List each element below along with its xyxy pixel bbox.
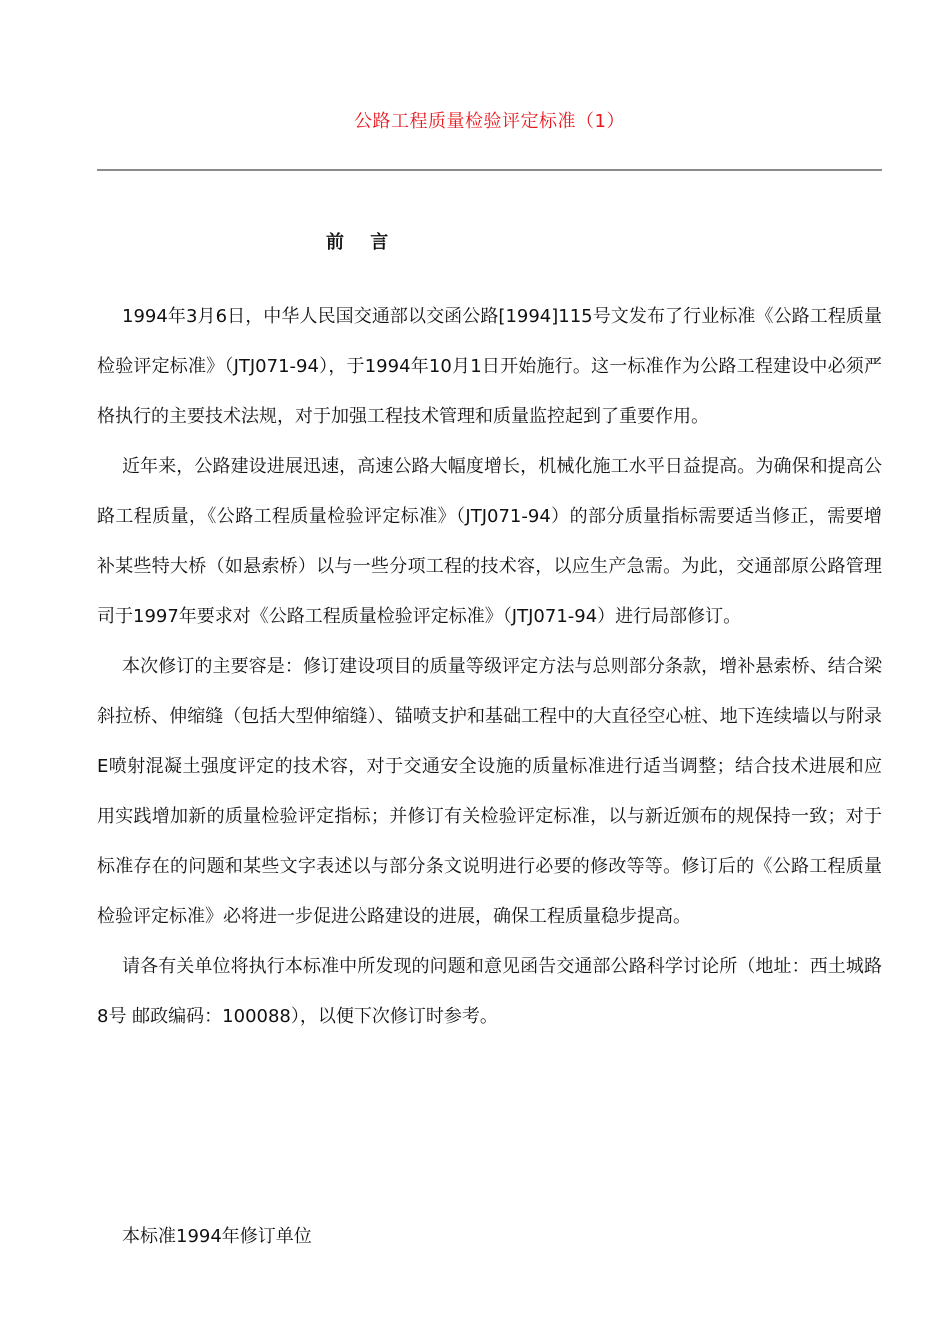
paragraph-2: 近年来，公路建设进展迅速，高速公路大幅度增长，机械化施工水平日益提高。为确保和提高公路工程质量，《公路工程质量检验评定标准》（JTJ071-94）的部分质量指标需要适当修正，需要增补某些特大桥（如悬索桥）以与一些分项工程的技术容，以应生产急需。为此，交通部原公路管理司于1997年要求对《公路工程质量检验评定标准》（JTJ071-94）进行局部修订。	[97, 456, 882, 627]
revision-unit-line: 本标准1994年修订单位	[122, 1226, 312, 1247]
header-divider	[97, 169, 882, 171]
section-heading-preface: 前 言	[326, 232, 399, 253]
paragraph-4: 请各有关单位将执行本标准中所发现的问题和意见函告交通部公路科学讨论所（地址：西土城路8号 邮政编码：100088），以便下次修订时参考。	[97, 956, 882, 1027]
document-header-title: 公路工程质量检验评定标准（1）	[354, 111, 625, 132]
paragraph-1: 1994年3月6日，中华人民国交通部以交函公路[1994]115号文发布了行业标准《公路工程质量检验评定标准》（JTJ071-94），于1994年10月1日开始施行。这一标准作为公路工程建设中必须严格执行的主要技术法规，对于加强工程技术管理和质量监控起到了重要作用。	[97, 306, 882, 427]
paragraph-3: 本次修订的主要容是：修订建设项目的质量等级评定方法与总则部分条款，增补悬索桥、结合梁斜拉桥、伸缩缝（包括大型伸缩缝）、锚喷支护和基础工程中的大直径空心桩、地下连续墙以与附录E喷射混凝土强度评定的技术容，对于交通安全设施的质量标准进行适当调整；结合技术进展和应用实践增加新的质量检验评定指标；并修订有关检验评定标准，以与新近颁布的规保持一致；对于标准存在的问题和某些文字表述以与部分条文说明进行必要的修改等等。修订后的《公路工程质量检验评定标准》必将进一步促进公路建设的进展，确保工程质量稳步提高。	[97, 656, 882, 927]
preface-body	[97, 292, 882, 1042]
